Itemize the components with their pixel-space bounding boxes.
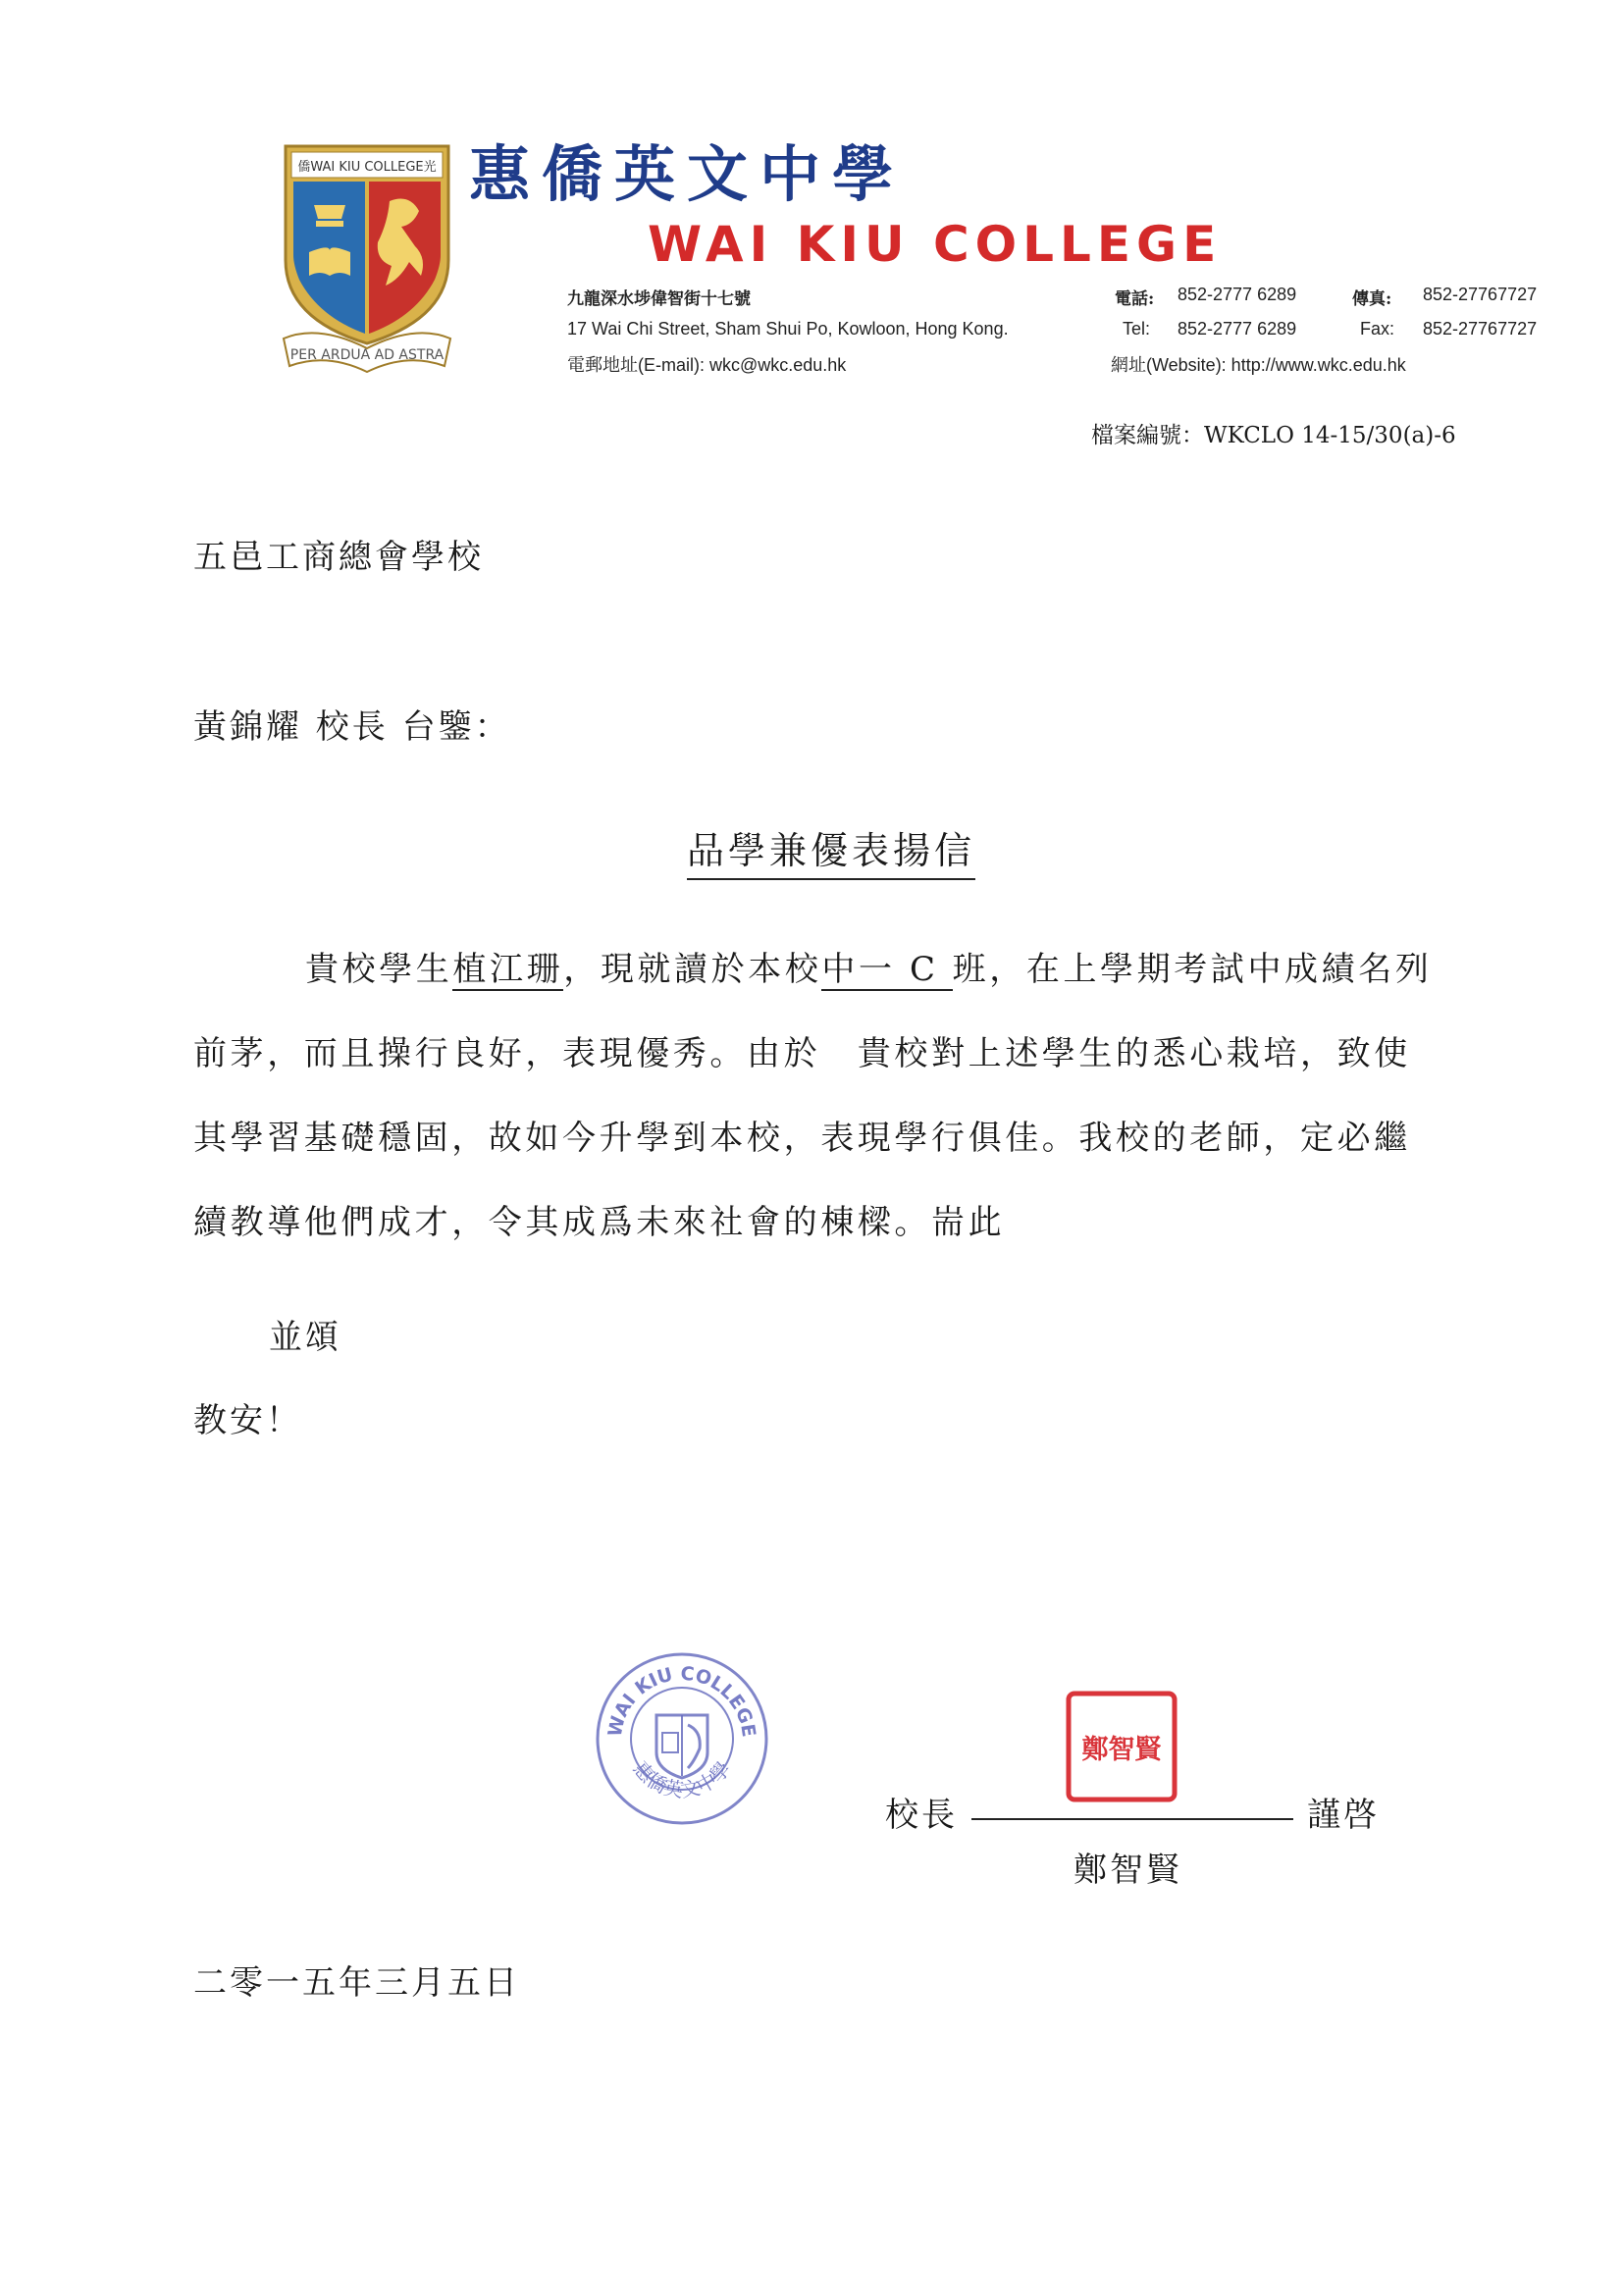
seal-name: 鄭智賢 (1081, 1735, 1162, 1765)
crest-banner-text: 僑WAI KIU COLLEGE光 (297, 160, 437, 175)
email-line: 電郵地址(E-mail): wkc@wkc.edu.hk (567, 355, 847, 375)
school-name-english: WAI KIU COLLEGE (648, 216, 1223, 273)
address-chinese: 九龍深水埗偉智街十七號 (567, 289, 751, 309)
fax: 852-27767727 (1423, 319, 1538, 339)
body-line-3: 其學習基礎穩固，故如今升學到本校，表現學行俱佳。我校的老師，定必繼 (193, 1119, 1411, 1158)
student-class: 中一 C (821, 950, 952, 991)
seal-bottom-text: 惠僑英文中學 (628, 1756, 736, 1802)
fax-label: Fax: (1360, 319, 1395, 339)
tel: 852-2777 6289 (1178, 319, 1297, 339)
closing-blessing: 教安！ (193, 1401, 302, 1440)
signatory-name: 鄭智賢 (1073, 1851, 1182, 1890)
letter-title: 品學兼優表揚信 (687, 820, 975, 880)
crest-motto: PER ARDUA AD ASTRA (289, 347, 445, 363)
principal-seal-stamp (1065, 1690, 1178, 1803)
body-text: 班，在上學期考試中成績名列 (952, 950, 1433, 989)
signature-line (971, 1818, 1293, 1820)
seal-top-text: WAI KIU COLLEGE (603, 1662, 760, 1739)
signature-respect: 謹啓 (1307, 1796, 1380, 1835)
phone-zh: 852-2777 6289 (1178, 285, 1297, 304)
letter-date: 二零一五年三月五日 (193, 1963, 520, 2003)
recipient-school: 五邑工商總會學校 (193, 538, 484, 577)
closing-wish: 並頌 (269, 1318, 341, 1357)
school-crest-logo (280, 142, 454, 373)
body-line-1 (193, 927, 1591, 1012)
signature-role: 校長 (885, 1796, 958, 1835)
body-text: 貴校學生 (305, 950, 453, 989)
fax-zh: 852-27767727 (1423, 285, 1538, 304)
body-line-2: 前茅，而且操行良好，表現優秀。由於 貴校對上述學生的悉心栽培，致使 (193, 1034, 1411, 1073)
fax-label-zh: 傳真: (1352, 289, 1392, 309)
website-line: 網址(Website): http://www.wkc.edu.hk (1111, 355, 1406, 375)
body-line-4: 續教導他們成才，令其成爲未來社會的棟樑。耑此 (193, 1203, 1006, 1242)
school-name-chinese: 惠僑英文中學 (469, 138, 906, 210)
address-english: 17 Wai Chi Street, Sham Shui Po, Kowloon, Hong Kong. (567, 319, 1009, 339)
salutation: 黃錦耀 校長 台鑒： (193, 707, 511, 747)
school-seal-stamp (594, 1650, 770, 1827)
tel-label: Tel: (1123, 319, 1151, 339)
phone-label-zh: 電話: (1115, 289, 1155, 309)
student-name: 植江珊 (452, 950, 564, 989)
body-text: ，現就讀於本校 (563, 950, 822, 989)
file-reference: 檔案編號：WKCLO 14-15/30(a)-6 (1091, 423, 1456, 448)
